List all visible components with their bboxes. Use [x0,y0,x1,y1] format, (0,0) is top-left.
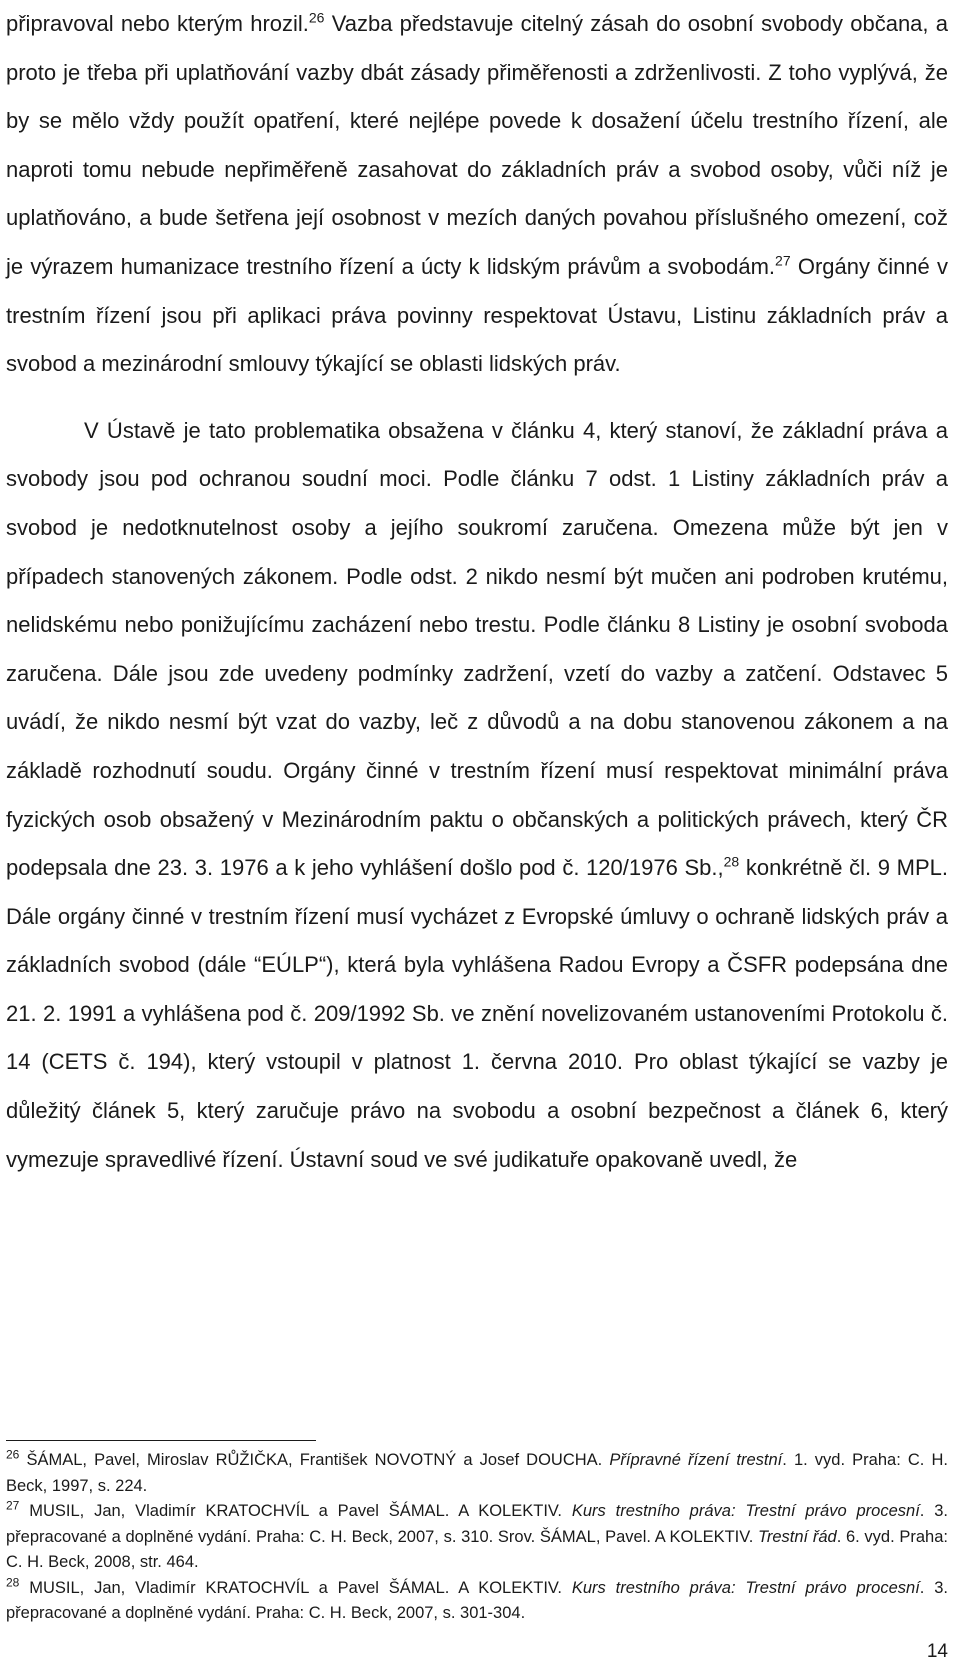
text-run: . 3. přepracované a doplněné vydání. Praha: C. H. Beck, 2007, s. 310. Srov. ŠÁMAL, Pavel. A KOLEKTIV. [6,1502,948,1546]
italic-title: Kurs trestního práva: Trestní právo procesní [571,1502,920,1520]
text-run: V Ústavě je tato problematika obsažena v článku 4, který stanoví, že základní práva a svobody jsou pod ochranou soudní moci. Podle článku 7 odst. 1 Listiny základních práv a svobod je nedotknutelnost osoby a jejího soukromí zaručena. Omezena může být jen v případech stanovených zákonem. Podle odst. 2 nikdo nesmí být mučen ani podroben krutému, nelidskému nebo ponižujícímu zacházení nebo trestu. Podle článku 8 Listiny je osobní svoboda zaručena. Dále jsou zde uvedeny podmínky zadržení, vzetí do vazby a zatčení. Odstavec 5 uvádí, že nikdo nesmí být vzat do vazby, leč z důvodů a na dobu stanovenou zákonem a na základě rozhodnutí soudu. Orgány činné v trestním řízení musí respektovat minimální práva fyzických osob obsažený v Mezinárodním paktu o občanských a politických právech, který ČR podepsala dne 23. 3. 1976 a k jeho vyhlášení došlo pod č. 120/1976 Sb., [6,417,948,881]
footnote [6,1448,948,1499]
body-text [6,0,948,1184]
italic-title: Trestní řád [758,1527,837,1546]
text-run: připravoval nebo kterým hrozil. [6,11,309,36]
text-run: konkrétně čl. 9 MPL. Dále orgány činné v trestním řízení musí vycházet z Evropské úmluvy o ochraně lidských práv a základních svobod (dále “EÚLP“), která byla vyhlášena Radou Evropy a ČSFR podepsána dne 21. 2. 1991 a vyhlášena pod č. 209/1992 Sb. ve znění novelizovaném ustanoveními Protokolu č. 14 (CETS č. 194), který vstoupil v platnost 1. června 2010. Pro oblast týkající se vazby je důležitý článek 5, který zaručuje právo na svobodu a osobní bezpečnost a článek 6, který vymezuje spravedlivé řízení. Ústavní soud ve své judikatuře opakovaně uvedl, že [6,855,948,1172]
footnote-reference: 27 [6,1498,20,1513]
text-run: . 6. vyd. Praha: C. H. Beck, 2008, str. 464. [6,1527,948,1571]
paragraph [6,407,948,1185]
footnote-reference: 28 [723,853,740,870]
italic-title: Kurs trestního práva: Trestní právo procesní [571,1578,920,1597]
text-run: Orgány činné v trestním řízení jsou při aplikaci práva povinny respektovat Ústavu, Listinu základních práv a svobod a mezinárodní smlouvy týkající se oblasti lidských práv. [6,253,948,377]
footnote-reference: 28 [6,1575,20,1589]
footnote [6,1499,948,1576]
footnote-reference: 27 [775,252,791,269]
footnote-reference: 26 [308,9,325,26]
text-run: MUSIL, Jan, Vladimír KRATOCHVÍL a Pavel ŠÁMAL. A KOLEKTIV. [19,1502,572,1520]
footnote [6,1576,948,1627]
footnote-reference: 26 [6,1447,20,1462]
text-run: MUSIL, Jan, Vladimír KRATOCHVÍL a Pavel ŠÁMAL. A KOLEKTIV. [19,1578,572,1597]
text-run: ŠÁMAL, Pavel, Miroslav RŮŽIČKA, František NOVOTNÝ a Josef DOUCHA. [19,1451,610,1469]
footnotes [6,1448,948,1627]
text-run: . 1. vyd. Praha: C. H. Beck, 1997, s. 224. [6,1451,949,1495]
paragraph [6,0,948,389]
footnote-separator [6,1440,316,1441]
page-number: 14 [926,1641,948,1662]
italic-title: Přípravné řízení trestní [609,1451,783,1469]
text-run: Vazba představuje citelný zásah do osobní svobody občana, a proto je třeba při uplatňování vazby dbát zásady přiměřenosti a zdrženlivosti. Z toho vyplývá, že by se mělo vždy použít opatření, které nejlépe povede k dosažení účelu trestního řízení, ale naproti tomu nebude nepřiměřeně zasahovat do základních práv a svobod osoby, vůči níž je uplatňováno, a bude šetřena její osobnost v mezích daných povahou příslušného omezení, což je výrazem humanizace trestního řízení a úcty k lidským právům a svobodám. [6,11,948,279]
text-run: . 3. přepracované a doplněné vydání. Praha: C. H. Beck, 2007, s. 301-304. [6,1578,948,1622]
